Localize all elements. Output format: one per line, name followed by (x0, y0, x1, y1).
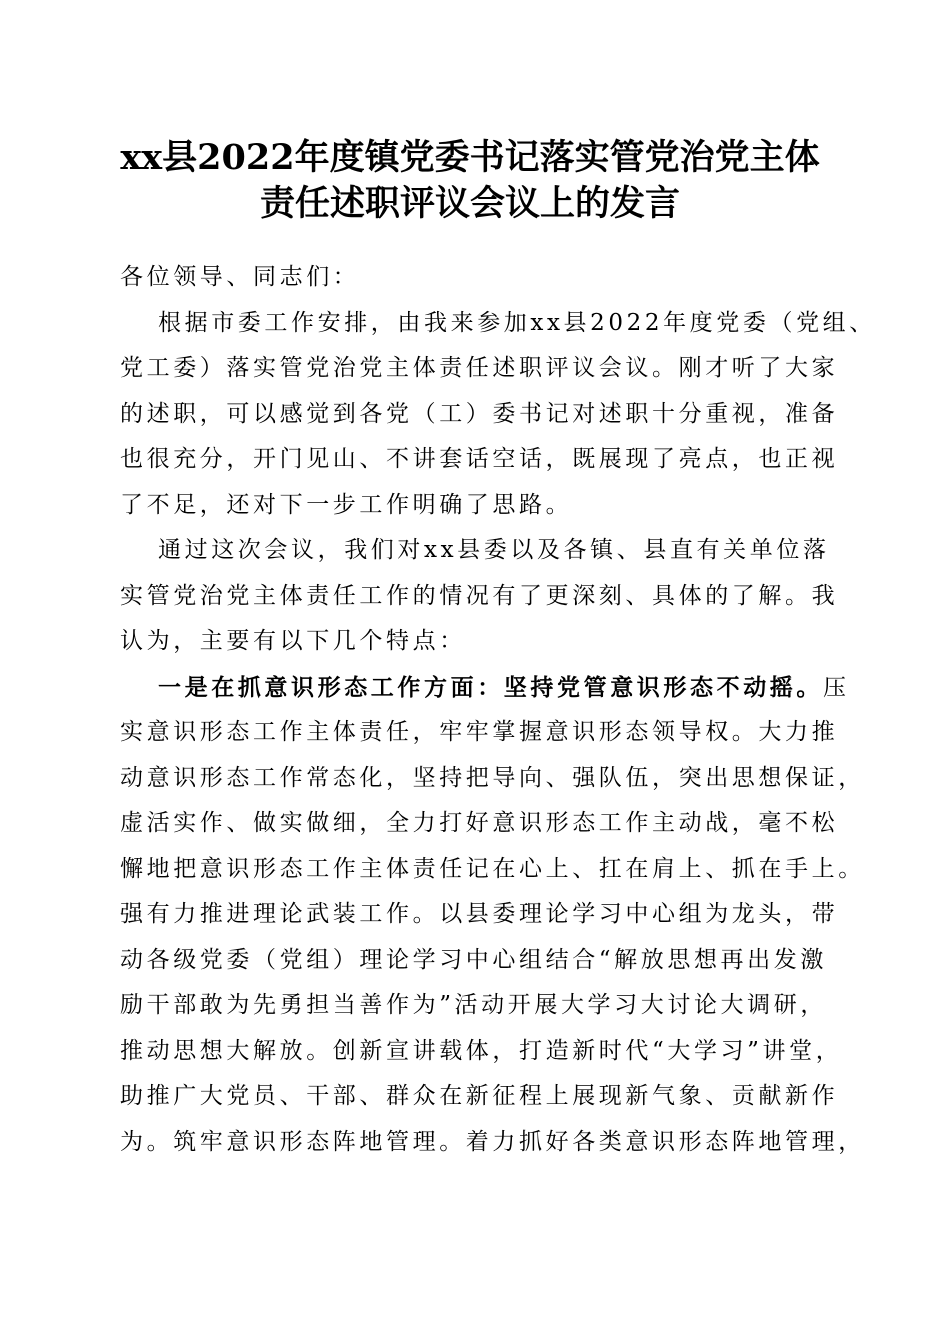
paragraph-line: 动各级党委（党组）理论学习中心组结合“解放思想再出发激 (120, 946, 827, 973)
paragraph-line: 动意识形态工作常态化，坚持把导向、强队伍，突出思想保证， (120, 764, 865, 791)
lead-rest-text: 压 (823, 674, 850, 701)
paragraph-line: 励干部敢为先勇担当善作为”活动开展大学习大讨论大调研， (120, 992, 827, 1018)
document-body (120, 255, 876, 1165)
title-line: 责任述职评议会议上的发言 (259, 183, 680, 224)
paragraph-line: 实意识形态工作主体责任，牢牢掌握意识形态领导权。大力推 (120, 719, 839, 745)
paragraph-line: 也很充分，开门见山、不讲套话空话，既展现了亮点，也正视 (120, 446, 839, 472)
title-line: xx县2022年度镇党委书记落实管党治党主体 (120, 137, 820, 178)
bold-lead-text: 一是在抓意识形态工作方面：坚持党管意识形态不动摇。 (158, 673, 823, 701)
paragraph-line: 虚活实作、做实做细，全力打好意识形态工作主动战，毫不松 (120, 810, 839, 836)
paragraph-line: 党工委）落实管党治党主体责任述职评议会议。刚才听了大家 (120, 355, 839, 381)
paragraph-line: 根据市委工作安排，由我来参加xx县2022年度党委（党组、 (158, 309, 876, 336)
paragraph-line: 强有力推进理论武装工作。以县委理论学习中心组为龙头，带 (120, 901, 839, 927)
paragraph-line: 助推广大党员、干部、群众在新征程上展现新气象、贡献新作 (120, 1083, 839, 1109)
document-title (100, 135, 840, 227)
paragraph-line: 认为，主要有以下几个特点： (120, 628, 466, 654)
paragraph-line: 的述职，可以感觉到各党（工）委书记对述职十分重视，准备 (120, 400, 839, 427)
paragraph-line: 推动思想大解放。创新宣讲载体，打造新时代“大学习”讲堂， (120, 1037, 843, 1064)
paragraph-line: 了不足，还对下一步工作明确了思路。 (120, 491, 573, 518)
paragraph-line: 实管党治党主体责任工作的情况有了更深刻、具体的了解。我 (120, 582, 839, 609)
paragraph-line: 通过这次会议，我们对xx县委以及各镇、县直有关单位落 (158, 537, 830, 563)
salutation: 各位领导、同志们： (120, 264, 360, 290)
paragraph-line: 为。筑牢意识形态阵地管理。着力抓好各类意识形态阵地管理， (120, 1128, 865, 1155)
paragraph-line (120, 665, 850, 711)
paragraph-line: 懈地把意识形态工作主体责任记在心上、扛在肩上、抓在手上。 (120, 855, 865, 882)
